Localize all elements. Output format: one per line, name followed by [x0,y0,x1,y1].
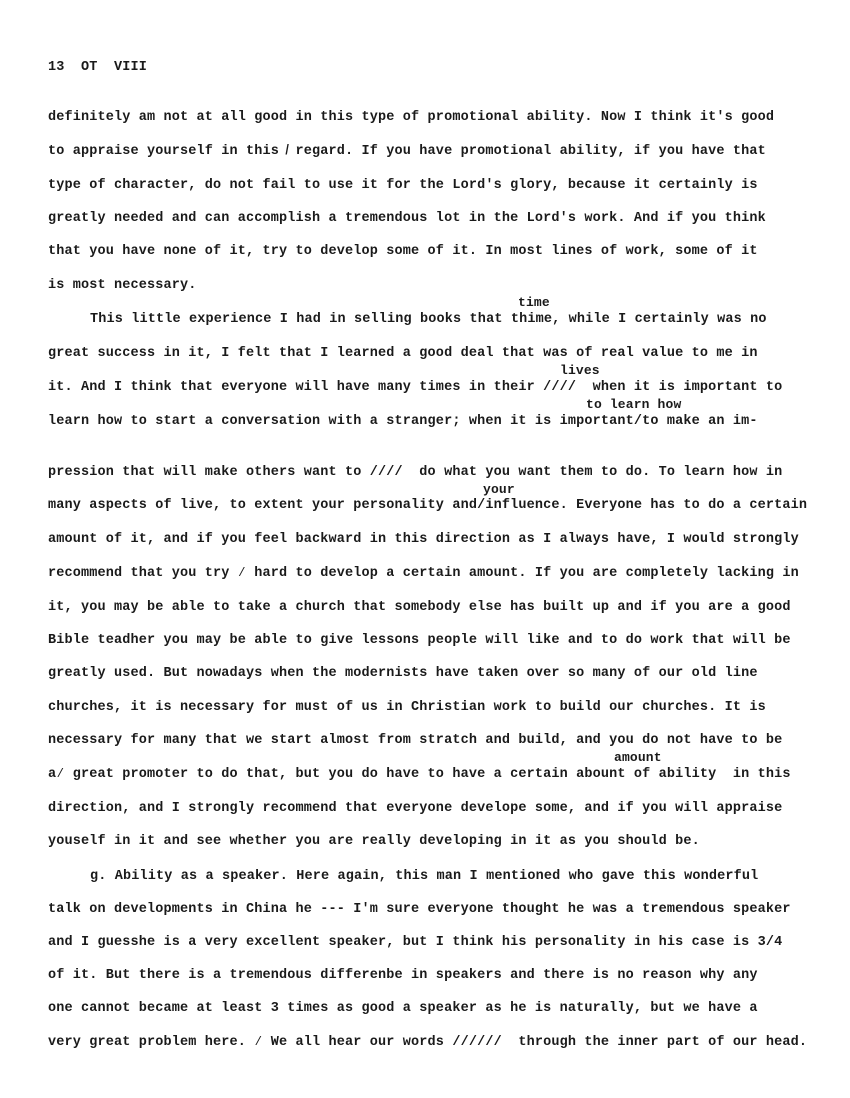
text-line: talk on developments in China he --- I'm sure everyone thought he was a tremendous speaker [48,902,791,917]
text-line: greatly used. But nowadays when the modernists have taken over so many of our old line [48,666,758,681]
text-line: This little experience I had in selling books that thime, while I certainly was no [90,312,767,327]
text-line: it, you may be able to take a church that somebody else has built up and if you are a good [48,600,791,615]
text-line: learn how to start a conversation with a stranger; when it is important/to make an im- [48,414,758,429]
text-line: one cannot became at least 3 times as good a speaker as he is naturally, but we have a [48,1001,758,1016]
text-line: churches, it is necessary for must of us in Christian work to build our churches. It is [48,700,766,715]
text-line: recommend that you try ⁄ hard to develop a certain amount. If you are completely lacking in [48,566,799,581]
insertion-amount: amount [614,750,662,765]
text-line: a⁄ great promoter to do that, but you do have to have a certain abount of ability in this [48,767,791,782]
text-line: and I guesshe is a very excellent speaker, but I think his personality in his case is 3/4 [48,935,783,950]
text-line: type of character, do not fail to use it for the Lord's glory, because it certainly is [48,178,758,193]
text-line: that you have none of it, try to develop some of it. In most lines of work, some of it [48,244,758,259]
text-line: greatly needed and can accomplish a tremendous lot in the Lord's work. And if you think [48,211,766,226]
text-line: to appraise yourself in this ̸ regard. If you have promotional ability, if you have that [48,144,766,159]
text-line: amount of it, and if you feel backward in this direction as I always have, I would strongly [48,532,799,547]
text-line: necessary for many that we start almost from stratch and build, and you do not have to be [48,733,783,748]
insertion-time: time [518,295,550,310]
text-line: of it. But there is a tremendous differenbe in speakers and there is no reason why any [48,968,758,983]
insertion-to-learn-how: to learn how [586,397,682,412]
text-line: pression that will make others want to //// do what you want them to do. To learn how in [48,465,783,480]
text-line: youself in it and see whether you are really developing in it as you should be. [48,834,700,849]
insertion-your: your [483,482,515,497]
bleed-through-text [330,72,520,86]
text-line: definitely am not at all good in this type of promotional ability. Now I think it's good [48,110,775,125]
text-line: g. Ability as a speaker. Here again, this man I mentioned who gave this wonderful [90,869,759,884]
insertion-lives: lives [560,363,600,378]
text-line: Bible teadher you may be able to give lessons people will like and to do work that will be [48,633,791,648]
text-line: very great problem here. ⁄ We all hear our words ////// through the inner part of our head. [48,1035,808,1050]
page-header: 13 OT VIII [48,60,148,75]
text-line: is most necessary. [48,278,197,293]
text-line: it. And I think that everyone will have many times in their //// when it is important to [48,380,783,395]
text-line: many aspects of live, to extent your personality and/influence. Everyone has to do a certain [48,498,808,513]
text-line: direction, and I strongly recommend that everyone develope some, and if you will appraise [48,801,783,816]
text-line: great success in it, I felt that I learned a good deal that was of real value to me in [48,346,758,361]
